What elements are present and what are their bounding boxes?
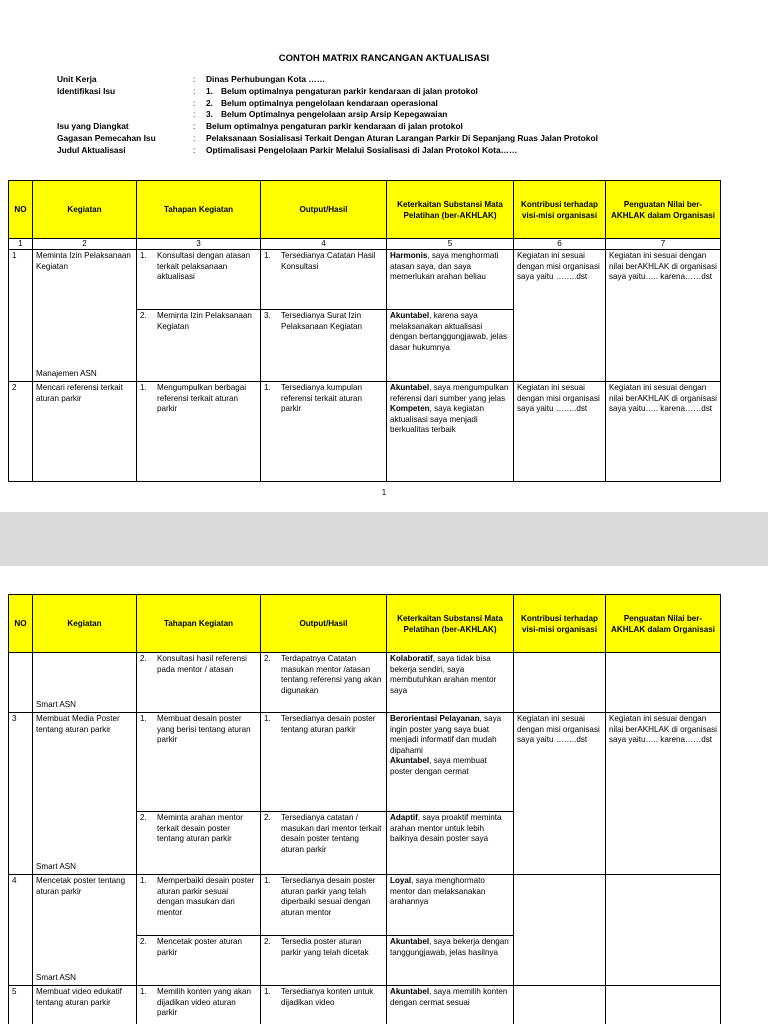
issue-number: 1.: [206, 85, 213, 96]
tahapan-cell: [137, 250, 261, 310]
value-keyword: Kompeten: [390, 404, 430, 414]
kegiatan-text: Mencari referensi terkait aturan parkir: [36, 383, 123, 403]
value-keyword: Akuntabel: [390, 987, 430, 996]
output-cell: [261, 382, 387, 482]
table-header-row: [9, 595, 721, 653]
output-number: 1.: [264, 383, 271, 392]
info-colon: :: [193, 85, 196, 96]
output-text: Terdapatnya Catatan masukan mentor /atasan tentang referensi yang akan digunakan: [281, 654, 382, 695]
penguatan-cell: [606, 713, 721, 875]
kegiatan-category: Smart ASN: [36, 700, 77, 710]
row-number: 5: [9, 986, 33, 1024]
value-keyword: Adaptif: [390, 813, 418, 822]
keterkaitan-cell: [387, 936, 514, 986]
info-label: Judul Aktualisasi: [57, 144, 126, 155]
output-text: Tersedianya desain poster tentang aturan parkir: [281, 714, 376, 734]
value-keyword: Kolaboratif: [390, 654, 433, 663]
keterkaitan-cell: [387, 875, 514, 936]
tahapan-cell: [137, 812, 261, 875]
step-number: 1.: [140, 876, 147, 885]
table-row: [9, 382, 721, 482]
output-cell: [261, 713, 387, 812]
keterkaitan-cell: [387, 812, 514, 875]
step-text: Konsultasi dengan atasan terkait pelaksanaan aktualisasi: [157, 251, 251, 282]
output-number: 1.: [264, 876, 271, 885]
kegiatan-text: Mencetak poster tentang aturan parkir: [36, 876, 126, 896]
page-number: 1: [381, 488, 387, 497]
penguatan-text: Kegiatan ini sesuai dengan nilai berAKHLAK di organisasi saya yaitu….. karena……dst: [609, 383, 717, 414]
info-colon: :: [193, 121, 196, 132]
output-number: 2.: [264, 654, 271, 663]
tahapan-cell: [137, 936, 261, 986]
penguatan-text: Kegiatan ini sesuai dengan nilai berAKHLAK di organisasi saya yaitu….. karena……dst: [609, 714, 717, 745]
output-cell: [261, 936, 387, 986]
tahapan-cell: [137, 875, 261, 936]
value-keyword: Akuntabel: [390, 756, 430, 766]
kegiatan-cell: [33, 653, 137, 713]
info-colon: :: [193, 74, 196, 84]
info-value: Pelaksanaan Sosialisasi Terkait Dengan Aturan Larangan Parkir Di Sepanjang Ruas Jalan Protokol: [206, 132, 598, 143]
step-number: 2.: [140, 937, 147, 946]
value-explanation: , saya tidak bisa bekerja sendiri, saya membutuhkan arahan mentor saya: [390, 654, 497, 695]
kegiatan-cell: [33, 986, 137, 1024]
header-no: NO: [9, 181, 33, 239]
kegiatan-cell: [33, 713, 137, 875]
output-number: 1.: [264, 714, 271, 723]
matrix-table-page-2: [8, 594, 721, 1024]
value-keyword: Akuntabel: [390, 311, 430, 320]
table-row: [9, 250, 721, 310]
header-tahapan: Tahapan Kegiatan: [137, 181, 261, 239]
header-kegiatan: Kegiatan: [33, 595, 137, 653]
table-row: [9, 875, 721, 936]
step-text: Konsultasi hasil referensi pada mentor / atasan: [157, 654, 247, 674]
kontribusi-cell: [514, 986, 606, 1024]
header-keterkaitan: Keterkaitan Substansi Mata Pelatihan (ber-AKHLAK): [387, 181, 514, 239]
kegiatan-cell: [33, 250, 137, 382]
kontribusi-text: Kegiatan ini sesuai dengan misi organisasi saya yaitu ……..dst: [517, 714, 600, 745]
output-text: Tersedianya catatan / masukan dari mentor terkait desain poster tentang aturan parkir: [281, 813, 382, 854]
info-colon: :: [193, 97, 196, 108]
kontribusi-cell: [514, 382, 606, 482]
tahapan-cell: [137, 653, 261, 713]
value-explanation: , karena saya melaksanakan aktualisasi dengan bertanggungjawab, jelas dasar hukumnya: [390, 311, 508, 352]
output-number: 2.: [264, 813, 271, 822]
row-number: [9, 653, 33, 713]
column-number-row: [9, 239, 721, 250]
tahapan-cell: [137, 713, 261, 812]
output-text: Tersedia poster aturan parkir yang telah dicetak: [281, 937, 369, 957]
value-explanation: , saya mengumpulkan referensi dari sumber yang jelas: [390, 383, 509, 403]
value-explanation: , saya menghormati atasan saya, dan saya memerlukan arahan beliau: [390, 251, 499, 282]
step-number: 2.: [140, 813, 147, 822]
output-text: Tersedianya kumpulan referensi terkait aturan parkir: [281, 383, 362, 414]
issue-number: 3.: [206, 109, 213, 120]
step-text: Meminta arahan mentor terkait desain poster tentang aturan parkir: [157, 813, 243, 844]
step-number: 1.: [140, 383, 147, 392]
header-penguatan: Penguatan Nilai ber-AKHLAK dalam Organisasi: [606, 595, 721, 653]
kontribusi-cell: [514, 875, 606, 986]
step-text: Meminta Izin Pelaksanaan Kegiatan: [157, 311, 252, 331]
output-number: 3.: [264, 311, 271, 320]
value-keyword: Harmonis: [390, 251, 428, 260]
tahapan-cell: [137, 382, 261, 482]
keterkaitan-cell: [387, 250, 514, 310]
step-text: Mencetak poster aturan parkir: [157, 937, 243, 957]
penguatan-cell: [606, 875, 721, 986]
kontribusi-cell: [514, 713, 606, 875]
info-value: Optimalisasi Pengelolaan Parkir Melalui Sosialisasi di Jalan Protokol Kota……: [206, 144, 518, 155]
keterkaitan-cell: [387, 713, 514, 812]
header-kontribusi: Kontribusi terhadap visi-misi organisasi: [514, 595, 606, 653]
column-number: 4: [261, 239, 387, 250]
info-value: Dinas Perhubungan Kota ……: [206, 74, 326, 84]
column-number: 2: [33, 239, 137, 250]
row-number: 3: [9, 713, 33, 875]
issue-item: [206, 86, 478, 98]
penguatan-cell: [606, 382, 721, 482]
header-penguatan: Penguatan Nilai ber-AKHLAK dalam Organisasi: [606, 181, 721, 239]
info-label: Identifikasi Isu: [57, 85, 116, 96]
penguatan-text: Kegiatan ini sesuai dengan nilai berAKHLAK di organisasi saya yaitu….. karena……dst: [609, 251, 717, 282]
output-text: Tersedianya konten untuk dijadikan video: [281, 987, 374, 1007]
matrix-table-page-1: [8, 180, 721, 482]
info-label: Gagasan Pemecahan Isu: [57, 132, 156, 143]
step-number: 1.: [140, 987, 147, 996]
header-no: NO: [9, 595, 33, 653]
kegiatan-cell: [33, 382, 137, 482]
value-explanation: , saya proaktif meminta arahan mentor untuk lebih baiknya desain poster saya: [390, 813, 502, 844]
kontribusi-cell: [514, 653, 606, 713]
penguatan-cell: [606, 250, 721, 382]
value-explanation: , saya kegiatan aktualisasi saya menjadi berkualitas terbaik: [390, 404, 485, 435]
column-number: 1: [9, 239, 33, 250]
kegiatan-category: Smart ASN: [36, 973, 77, 983]
info-value: Belum optimalnya pengaturan parkir kendaraan di jalan protokol: [206, 121, 463, 132]
step-number: 1.: [140, 714, 147, 723]
output-number: 1.: [264, 251, 271, 260]
kegiatan-cell: [33, 875, 137, 986]
header-output: Output/Hasil: [261, 595, 387, 653]
keterkaitan-cell: [387, 382, 514, 482]
kontribusi-text: Kegiatan ini sesuai dengan misi organisasi saya yaitu ……..dst: [517, 383, 600, 414]
kontribusi-text: Kegiatan ini sesuai dengan misi organisasi saya yaitu ……..dst: [517, 251, 600, 282]
keterkaitan-cell: [387, 310, 514, 382]
step-number: 2.: [140, 311, 147, 320]
value-explanation: , saya menghormato mentor dan melaksanakan arahannya: [390, 876, 486, 907]
value-explanation: , saya bekerja dengan tanggungjawab, jelas hasilnya: [390, 937, 509, 957]
output-cell: [261, 812, 387, 875]
tahapan-cell: [137, 986, 261, 1024]
header-keterkaitan: Keterkaitan Substansi Mata Pelatihan (ber-AKHLAK): [387, 595, 514, 653]
column-number: 7: [606, 239, 721, 250]
step-number: 1.: [140, 251, 147, 260]
info-colon: :: [193, 132, 196, 143]
output-cell: [261, 653, 387, 713]
value-keyword: Akuntabel: [390, 937, 430, 946]
output-cell: [261, 310, 387, 382]
document-page-2: [0, 566, 768, 1024]
value-keyword: Akuntabel: [390, 383, 430, 392]
step-text: Memperbaiki desain poster aturan parkir sesuai dengan masukan dari mentor: [157, 876, 255, 917]
kegiatan-text: Meminta Izin Pelaksanaan Kegiatan: [36, 251, 131, 271]
kontribusi-cell: [514, 250, 606, 382]
output-number: 2.: [264, 937, 271, 946]
output-text: Tersedianya Catatan Hasil Konsultasi: [281, 251, 376, 271]
step-text: Membuat desain poster yang berisi tentang aturan parkir: [157, 714, 251, 745]
column-number: 5: [387, 239, 514, 250]
info-colon: :: [193, 144, 196, 155]
step-text: Mengumpulkan berbagai referensi terkait aturan parkir: [157, 383, 247, 414]
header-output: Output/Hasil: [261, 181, 387, 239]
output-cell: [261, 986, 387, 1024]
kegiatan-category: Smart ASN: [36, 862, 77, 872]
issue-text: Belum Optimalnya pengelolaan arsip Arsip Kepegawaian: [221, 109, 448, 120]
info-label: Unit Kerja: [57, 74, 97, 84]
output-text: Tersedianya Surat Izin Pelaksanaan Kegiatan: [281, 311, 363, 331]
output-text: Tersedianya desain poster aturan parkir yang telah diperbaiki sesuai dengan aturan mentor: [281, 876, 376, 917]
column-number: 6: [514, 239, 606, 250]
issue-item: [206, 109, 447, 121]
tahapan-cell: [137, 310, 261, 382]
issue-number: 2.: [206, 97, 213, 108]
penguatan-cell: [606, 986, 721, 1024]
info-label: Isu yang Diangkat: [57, 121, 129, 132]
table-row: [9, 713, 721, 812]
header-tahapan: Tahapan Kegiatan: [137, 595, 261, 653]
value-explanation: , saya membuat poster dengan cermat: [390, 756, 487, 776]
row-number: 1: [9, 250, 33, 382]
kegiatan-text: Membuat Media Poster tentang aturan parkir: [36, 714, 120, 734]
keterkaitan-cell: [387, 653, 514, 713]
document-title: CONTOH MATRIX RANCANGAN AKTUALISASI: [278, 53, 490, 64]
table-header-row: [9, 181, 721, 239]
issue-item: [206, 98, 438, 110]
output-cell: [261, 875, 387, 936]
issue-text: Belum optimalnya pengelolaan kendaraan operasional: [221, 97, 438, 108]
output-cell: [261, 250, 387, 310]
row-number: 4: [9, 875, 33, 986]
column-number: 3: [137, 239, 261, 250]
row-number: 2: [9, 382, 33, 482]
value-explanation: , saya ingin poster yang saya buat menjadi informatif dan mudah dipahami: [390, 714, 502, 755]
step-number: 2.: [140, 654, 147, 663]
header-kegiatan: Kegiatan: [33, 181, 137, 239]
step-text: Memilih konten yang akan dijadikan video aturan parkir: [157, 987, 252, 1018]
kegiatan-text: Membuat video edukatif tentang aturan parkir: [36, 987, 122, 1007]
issue-text: Belum optimalnya pengaturan parkir kendaraan di jalan protokol: [221, 85, 478, 96]
kegiatan-category: Manajemen ASN: [36, 369, 97, 379]
penguatan-cell: [606, 653, 721, 713]
info-colon: :: [193, 109, 196, 120]
value-keyword: Berorientasi Pelayanan: [390, 714, 480, 723]
value-explanation: , saya memilih konten dengan cermat sesuai: [390, 987, 508, 1007]
table-row: [9, 653, 721, 713]
value-keyword: Loyal: [390, 876, 412, 885]
table-row: [9, 986, 721, 1024]
output-number: 1.: [264, 987, 271, 996]
keterkaitan-cell: [387, 986, 514, 1024]
header-kontribusi: Kontribusi terhadap visi-misi organisasi: [514, 181, 606, 239]
